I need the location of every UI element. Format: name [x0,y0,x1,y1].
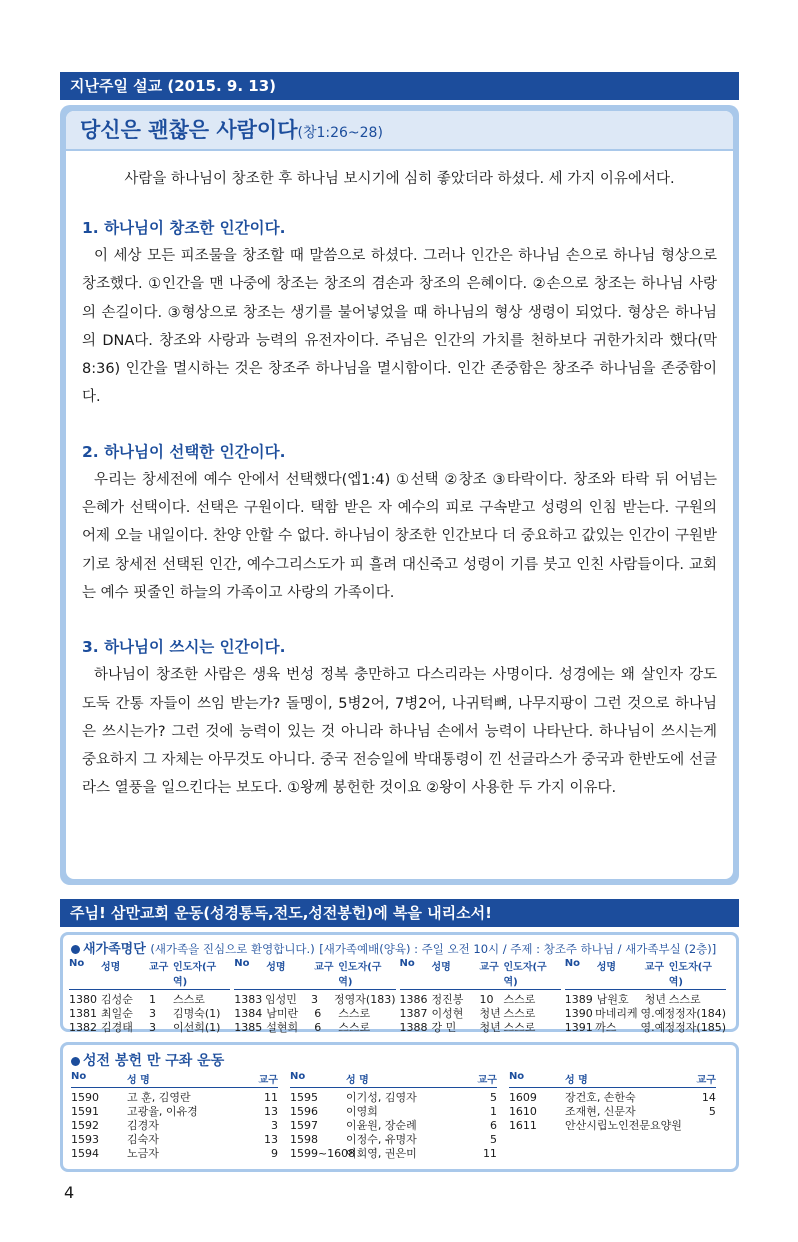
cell-no: 1382 [69,1021,97,1034]
cell-guide: 스스로 [503,1021,536,1034]
table-row [234,993,395,1007]
cell-group: 11 [482,1147,497,1160]
cell-no: 1381 [69,1007,97,1020]
cell-no: 1610 [508,1105,537,1118]
new-family-info: [새가족예배(양육) : 주일 오전 10시 / 주제 : 창조주 하나님 / 새가족부실 (2층)] [319,942,717,956]
cell-group: 청년 [644,993,667,1006]
cell-no: 1609 [508,1091,537,1104]
bullet-icon [71,945,80,954]
cell-group: 3 [311,993,318,1006]
cell-no: 1594 [71,1147,99,1160]
sermon-point-1 [66,216,733,412]
cell-group: 영.예 [640,1021,666,1034]
cell-no: 1595 [289,1091,318,1104]
cell-group: 3 [270,1119,278,1132]
offering-column [509,1070,728,1161]
sermon-intro: 사람을 하나님이 창조한 후 하나님 보시기에 심히 좋았더라 하셨다. 세 가지 이유에서다. [124,171,675,187]
cell-guide: 이선희(1) [173,1021,221,1034]
cell-group: 11 [263,1091,278,1104]
cell-name: 이기성, 김영자 [345,1091,417,1104]
cell-no: 1592 [71,1119,99,1132]
table-row [290,1133,497,1147]
header-guide: 인도자(구역) [668,962,712,988]
page-number: 4 [64,1183,75,1202]
cell-name: 김경자 [127,1119,159,1132]
cell-name: 김숙자 [127,1133,159,1146]
column-header [509,1070,716,1088]
offering-table [63,1070,736,1161]
cell-group: 10 [479,993,494,1006]
column-header [400,957,561,990]
header-group: 교구 [696,1075,716,1086]
table-row [290,1119,497,1133]
offering-column [290,1070,509,1161]
prayer-text: 주님! 삼만교회 운동(성경통독,전도,성전봉헌)에 복을 내리소서! [70,904,492,922]
table-row [290,1091,497,1105]
point-heading: 1. 하나님이 창조한 인간이다. [82,219,286,237]
table-row [400,1021,561,1035]
cell-name: 안산시립노인전문요양원 [564,1119,682,1132]
new-family-panel [60,932,739,1032]
cell-group: 5 [489,1091,497,1104]
table-row [69,993,230,1007]
cell-no: 1384 [234,1007,263,1020]
header-name: 성명 [266,962,286,973]
header-no: No [234,958,250,969]
sermon-point-3 [66,635,733,802]
cell-name: 임성민 [264,993,297,1006]
cell-no: 1593 [71,1133,99,1146]
table-row [234,1021,395,1035]
cell-guide: 정정자(185) [664,1021,726,1034]
cell-no: 1599~1608 [289,1147,356,1160]
cell-group: 청년 [479,1007,501,1020]
table-row [509,1119,716,1133]
header-group: 교구 [477,1075,497,1086]
cell-no: 1390 [564,1007,593,1020]
table-row [69,1007,230,1021]
cell-guide: 스스로 [668,993,701,1006]
header-name: 성 명 [127,1075,150,1086]
sermon-point-2 [66,440,733,607]
cell-group: 3 [149,1021,156,1034]
header-group: 교구 [644,962,665,973]
cell-guide: 스스로 [503,1007,536,1020]
table-row [290,1105,497,1119]
cell-group: 영.예 [640,1007,666,1020]
cell-name: 마네리케 [595,1007,638,1020]
table-row [290,1147,497,1161]
cell-name: 이영희 [345,1105,378,1118]
table-row [509,1105,716,1119]
new-family-title: 새가족명단 [83,942,146,957]
cell-group: 9 [270,1147,278,1160]
table-row [71,1091,278,1105]
cell-name: 이회영, 권은미 [345,1147,417,1160]
cell-name: 이정수, 유명자 [345,1133,417,1146]
cell-no: 1591 [71,1105,99,1118]
cell-name: 강 민 [431,1021,457,1034]
cell-guide: 스스로 [338,1007,371,1020]
cell-group: 6 [314,1007,322,1020]
section-header-bar [60,72,739,100]
header-no: No [399,958,415,969]
cell-group: 6 [489,1119,497,1132]
header-no: No [508,1071,525,1082]
cell-no: 1388 [399,1021,428,1034]
cell-name: 조재현, 신문자 [564,1105,636,1118]
cell-name: 김성순 [101,993,133,1006]
offering-column [71,1070,290,1161]
cell-guide: 정영자(183) [334,993,396,1006]
cell-name: 장건호, 손한숙 [564,1091,636,1104]
cell-group: 13 [263,1105,278,1118]
cell-no: 1383 [234,993,263,1006]
table-row [71,1119,278,1133]
header-no: No [69,958,85,969]
cell-no: 1386 [399,993,428,1006]
cell-group: 1 [489,1105,497,1118]
cell-guide: 스스로 [338,1021,371,1034]
sermon-reference: (창1:26~28) [297,125,383,141]
offering-header [63,1045,736,1070]
cell-name: 정진봉 [431,993,464,1006]
new-family-header [63,935,736,957]
new-family-column [234,957,399,1035]
sermon-title: 당신은 괜찮은 사람이다 [80,118,298,142]
table-row [69,1021,230,1035]
cell-group: 5 [489,1133,497,1146]
new-family-column [400,957,565,1035]
header-no: No [71,1071,87,1082]
header-guide: 인도자(구역) [503,962,547,988]
column-header [565,957,726,990]
cell-no: 1596 [289,1105,318,1118]
header-guide: 인도자(구역) [338,962,382,988]
cell-name: 고광율, 이유경 [127,1105,198,1118]
new-family-column [565,957,730,1035]
sermon-box [60,105,739,885]
cell-name: 김경태 [101,1021,133,1034]
cell-group: 13 [263,1133,278,1146]
point-heading: 2. 하나님이 선택한 인간이다. [82,442,286,461]
cell-no: 1385 [234,1021,263,1034]
cell-guide: 스스로 [503,993,536,1006]
column-header [290,1070,497,1088]
header-group: 교구 [314,962,334,973]
cell-guide: 김명숙(1) [173,1007,221,1020]
column-header [71,1070,278,1088]
cell-no: 1380 [69,993,97,1006]
cell-no: 1597 [289,1119,318,1132]
table-row [400,993,561,1007]
table-row [565,1021,726,1035]
cell-group: 1 [149,993,156,1006]
cell-no: 1611 [508,1119,537,1132]
cell-no: 1590 [71,1091,99,1104]
cell-guide: 스스로 [173,993,205,1006]
header-name: 성 명 [564,1075,588,1086]
cell-group: 6 [314,1021,322,1034]
header-guide: 인도자(구역) [173,962,217,988]
table-row [565,993,726,1007]
cell-no: 1387 [399,1007,428,1020]
table-row [234,1007,395,1021]
column-header [69,957,230,990]
table-row [71,1147,278,1161]
cell-guide: 정정자(184) [664,1007,726,1020]
cell-name: 노금자 [127,1147,159,1160]
cell-group: 5 [708,1105,716,1118]
cell-name: 남원호 [596,993,629,1006]
bullet-icon [71,1057,80,1066]
cell-name: 설현희 [266,1021,299,1034]
table-row [565,1007,726,1021]
cell-no: 1391 [564,1021,593,1034]
cell-group: 14 [701,1091,716,1104]
table-row [71,1133,278,1147]
point-text: 하나님이 창조한 사람은 생육 번성 정복 충만하고 다스리라는 사명이다. 성경에는 왜 살인자 강도 도둑 간통 자들이 쓰임 받는가? 돌멩이, 5병2어, 7병2어, 나귀턱뼈, 나무지팡이 그런 것으로 하나님은 쓰시는가? 그런 것에 능력이 있는 것 아니라 하나님 손에서 능력이 나타난다. 하나님이 쓰시는게 중요하지 그 자체는 아무것도 아니다. 중국 전승일에 박대통령이 낀 선글라스가 중국과 한반도에 선글라스 열풍을 일으킨다는 보도다. ①왕께 봉헌한 것이요 ②왕이 사용한 두 가지 이유다. [82,667,717,797]
cell-group: 3 [149,1007,156,1020]
new-family-subtitle: (새가족을 진심으로 환영합니다.) [150,942,315,956]
cell-group [686,1119,716,1133]
cell-no: 1389 [564,993,593,1006]
point-text: 이 세상 모든 피조물을 창조할 때 말씀으로 하셨다. 그러나 인간은 하나님 손으로 하나님 형상으로 창조했다. ①인간을 맨 나중에 창조는 창조의 겸손과 창조의 은혜이다. ②손으로 창조는 하나님 사랑의 손길이다. ③형상으로 창조는 생기를 불어넣었을 때 하나님의 형상 생령이 되었다. 형상은 하나님의 DNA다. 창조와 사랑과 능력의 유전자이다. 주님은 인간의 가치를 천하보다 귀한가치라 했다(막8:36) 인간을 멸시하는 것은 창조주 하나님을 멸시함이다. 인간 존중함은 창조주 하나님을 존중함이다. [82,248,717,406]
table-row [400,1007,561,1021]
section-header-title: 지난주일 설교 (2015. 9. 13) [70,77,276,95]
cell-name: 남미란 [266,1007,299,1020]
cell-name: 최일순 [101,1007,133,1020]
table-row [71,1105,278,1119]
header-group: 교구 [258,1075,278,1086]
header-name: 성명 [431,962,451,973]
cell-name: 이윤원, 장순례 [345,1119,417,1132]
header-name: 성명 [101,962,121,973]
point-text: 우리는 창세전에 예수 안에서 선택했다(엡1:4) ①선택 ②창조 ③타락이다. 창조와 타락 뒤 어넘는 은혜가 선택이다. 선택은 구원이다. 택함 받은 자 예수의 피로 구속받고 성령의 인침 받는다. 구원의 어제 오늘 내일이다. 찬양 안할 수 없다. 하나님이 창조한 인간보다 더 중요하고 값있는 인간이 구원받기로 창세전 선택된 인간, 예수그리스도가 피 흘려 대신죽고 성령이 기름 붓고 인친 사람들이다. 교회는 예수 핏줄인 하늘의 가족이고 사랑의 가족이다. [82,471,717,601]
header-group: 교구 [479,962,499,973]
cell-name: 고 훈, 김영란 [127,1091,191,1104]
header-name: 성 명 [345,1075,369,1086]
cell-name: 이성현 [431,1007,464,1020]
offering-panel [60,1042,739,1172]
prayer-bar [60,899,739,927]
header-name: 성명 [596,962,617,973]
header-group: 교구 [149,962,169,973]
cell-group: 청년 [479,1021,501,1034]
table-row [509,1091,716,1105]
new-family-table [63,957,736,1035]
header-no: No [289,1071,306,1082]
header-no: No [564,958,580,969]
cell-name: 까스 [595,1021,617,1034]
offering-title: 성전 봉헌 만 구좌 운동 [83,1053,225,1069]
new-family-column [69,957,234,1035]
point-heading: 3. 하나님이 쓰시는 인간이다. [82,638,286,657]
cell-no: 1598 [289,1133,318,1146]
column-header [234,957,395,990]
sermon-title-band [66,111,733,151]
